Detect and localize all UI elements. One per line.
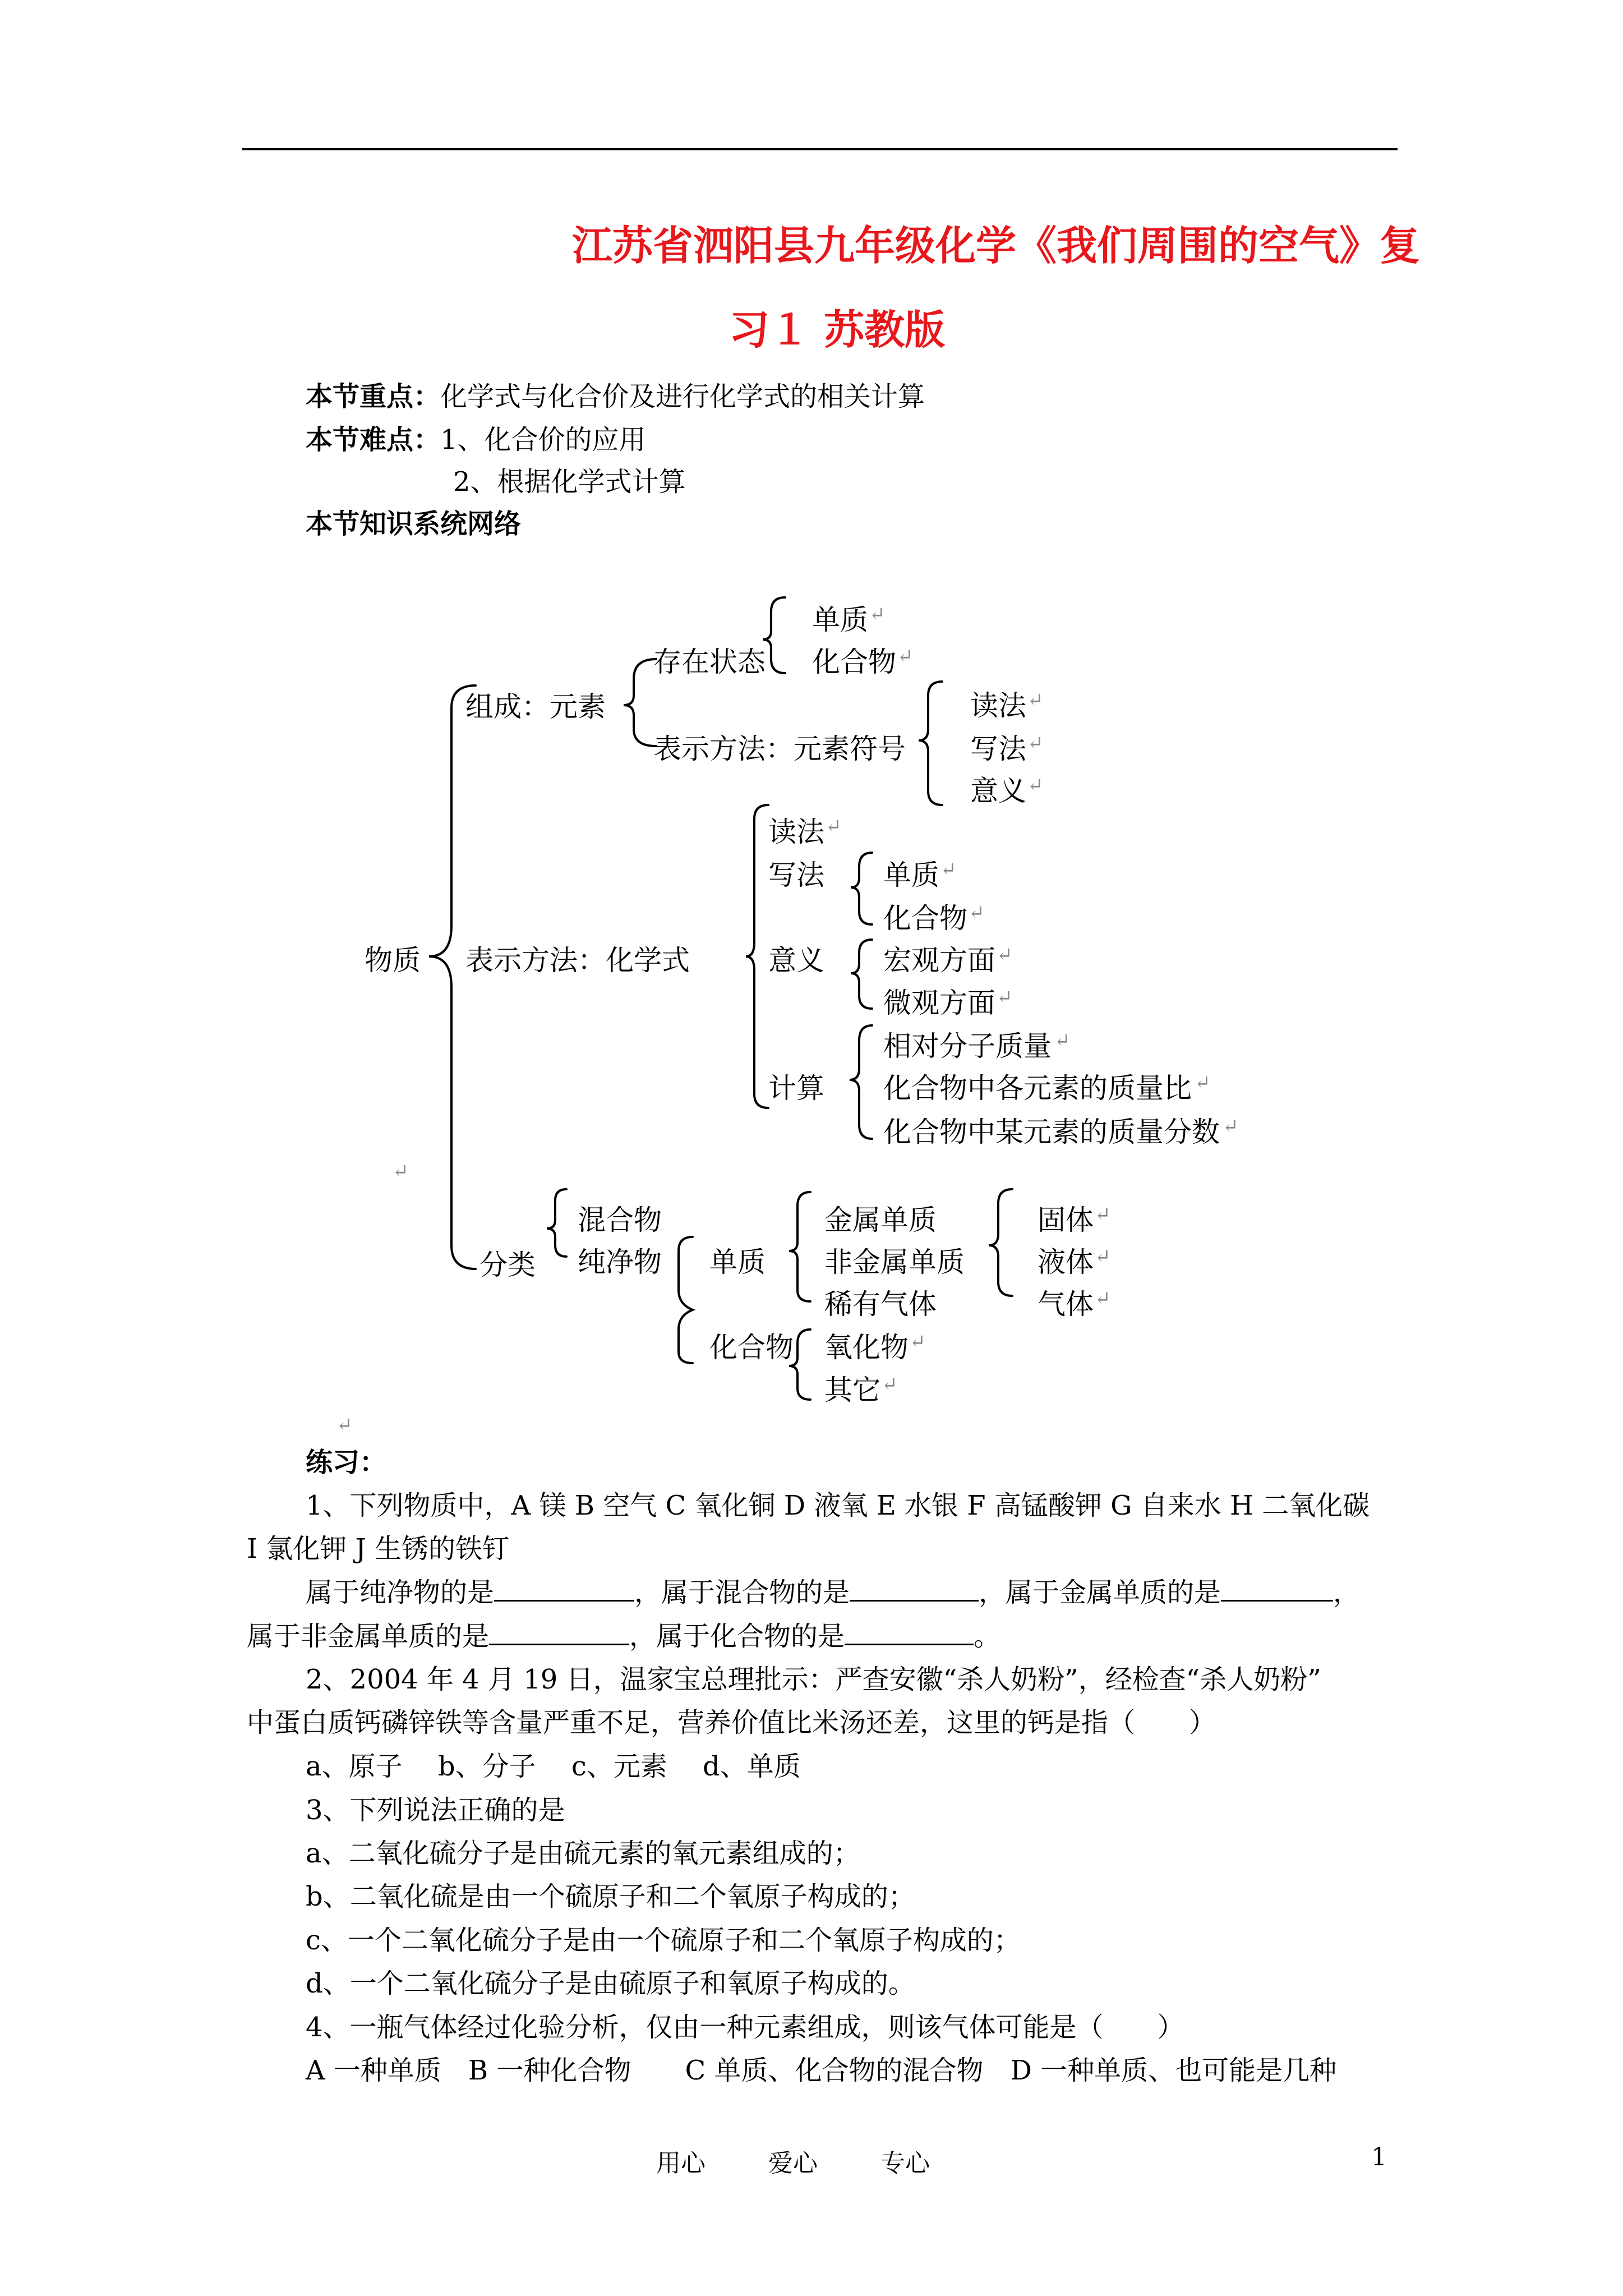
q3-stem: 3、下列说法正确的是 (306, 1795, 565, 1826)
title-line-2: 习１ 苏教版 (729, 306, 946, 353)
q1-line-1: 1、下列物质中，A 镁 B 空气 C 氧化铜 D 液氧 E 水银 F 高锰酸钾 G 自来水 H 二氧化碳 (306, 1490, 1370, 1521)
footer-motto-3: 专心 (880, 2149, 930, 2178)
q2-line-1: 2、2004 年 4 月 19 日，温家宝总理批示：严查安徽“杀人奶粉”，经检查“杀人奶粉” (306, 1664, 1321, 1695)
tree-calc: 计算 (768, 1072, 824, 1105)
tree-nonmetal: 非金属单质 (824, 1246, 965, 1278)
page-number: 1 (1371, 2143, 1387, 2171)
q1-compound-label: ，属于化合物的是 (629, 1621, 845, 1652)
q1-mixture-blank[interactable] (850, 1577, 979, 1602)
q4-stem: 4、一瓶气体经过化验分析，仅由一种元素组成，则该气体可能是（ ） (306, 2012, 1184, 2043)
tree-formula-read: 读法 (768, 816, 824, 848)
tree-solid: 固体 (1038, 1204, 1094, 1236)
q1-compound-blank[interactable] (845, 1621, 974, 1645)
tree-calc-1: 相对分子质量 (883, 1030, 1052, 1062)
tree-calc-3: 化合物中某元素的质量分数 (883, 1116, 1220, 1148)
difficulty-item-2: 2、根据化学式计算 (453, 466, 686, 498)
tree-metal: 金属单质 (824, 1204, 937, 1236)
tree-write: 写法 (970, 733, 1026, 765)
tree-micro: 微观方面 (883, 987, 995, 1019)
tree-composition: 组成：元素 (465, 691, 606, 723)
q1-mixture-label: ，属于混合物的是 (634, 1577, 850, 1608)
tree-class-elemental: 单质 (709, 1246, 766, 1278)
tree-meaning: 意义 (970, 775, 1026, 807)
tree-pure: 纯净物 (578, 1246, 662, 1278)
tree-existing-state: 存在状态 (653, 646, 766, 678)
key-point-text: 化学式与化合价及进行化学式的相关计算 (440, 381, 925, 412)
tree-macro: 宏观方面 (883, 944, 995, 977)
tree-formula-write-compound: 化合物 (883, 902, 967, 935)
tree-formula-write-elemental: 单质 (883, 859, 939, 891)
q1-line-2: I 氯化钾 J 生锈的铁钉 (247, 1533, 509, 1565)
title-line-1: 江苏省泗阳县九年级化学《我们周围的空气》复 (572, 222, 1421, 269)
q1-metal-blank[interactable] (1221, 1577, 1333, 1602)
tree-noble-gas: 稀有气体 (824, 1288, 937, 1320)
key-point-label: 本节重点： (306, 381, 441, 412)
q1-blanks-row-1 (306, 1571, 1360, 1609)
footer-motto-2: 爱心 (768, 2149, 818, 2178)
q1-blanks-row-2 (247, 1614, 1000, 1653)
q3-option-a: a、二氧化硫分子是由硫元素的氧元素组成的； (306, 1838, 860, 1869)
tree-class-compound: 化合物 (709, 1331, 794, 1364)
difficulty-item-1: 1、化合价的应用 (440, 424, 646, 455)
q4-options: A 一种单质 B 一种化合物 C 单质、化合物的混合物 D 一种单质、也可能是几种 (306, 2055, 1337, 2086)
tree-read: 读法 (970, 689, 1026, 722)
tree-other: 其它 (824, 1374, 880, 1406)
tree-classify: 分类 (479, 1249, 536, 1281)
q1-compound-end: 。 (974, 1621, 1001, 1652)
q1-nonmetal-label: 属于非金属单质的是 (247, 1621, 490, 1652)
q3-option-d: d、一个二氧化硫分子是由硫原子和氧原子构成的。 (306, 1968, 915, 1999)
tree-formula-write: 写法 (768, 859, 824, 891)
q2-line-2: 中蛋白质钙磷锌铁等含量严重不足，营养价值比米汤还差，这里的钙是指（ ） (247, 1707, 1216, 1738)
exercise-label: 练习： (306, 1447, 387, 1478)
tree-calc-2: 化合物中各元素的质量比 (883, 1072, 1192, 1105)
q3-option-b: b、二氧化硫是由一个硫原子和二个氧原子构成的； (306, 1881, 915, 1912)
footer-motto-1: 用心 (656, 2149, 706, 2178)
q1-pure-blank[interactable] (494, 1577, 634, 1602)
tree-elemental: 单质 (812, 604, 868, 636)
q1-nonmetal-blank[interactable] (489, 1621, 629, 1645)
tree-compound: 化合物 (812, 646, 896, 678)
q1-pure-label: 属于纯净物的是 (306, 1577, 495, 1608)
q2-options: a、原子 b、分子 c、元素 d、单质 (306, 1751, 801, 1782)
tree-formula-meaning: 意义 (768, 944, 824, 977)
difficulty-label: 本节难点： (306, 424, 441, 455)
tree-root: 物质 (365, 944, 421, 977)
tree-gas: 气体 (1038, 1288, 1094, 1320)
tree-notation-symbol: 表示方法：元素符号 (653, 733, 906, 765)
tree-oxide: 氧化物 (824, 1331, 909, 1364)
tree-mixture: 混合物 (578, 1204, 662, 1236)
network-label: 本节知识系统网络 (306, 508, 522, 540)
tree-liquid: 液体 (1038, 1246, 1094, 1278)
q3-option-c: c、一个二氧化硫分子是由一个硫原子和二个氧原子构成的； (306, 1925, 1021, 1956)
tree-notation-formula: 表示方法：化学式 (465, 944, 690, 977)
q1-metal-label: ，属于金属单质的是 (979, 1577, 1221, 1608)
q1-metal-end: ， (1333, 1577, 1361, 1608)
